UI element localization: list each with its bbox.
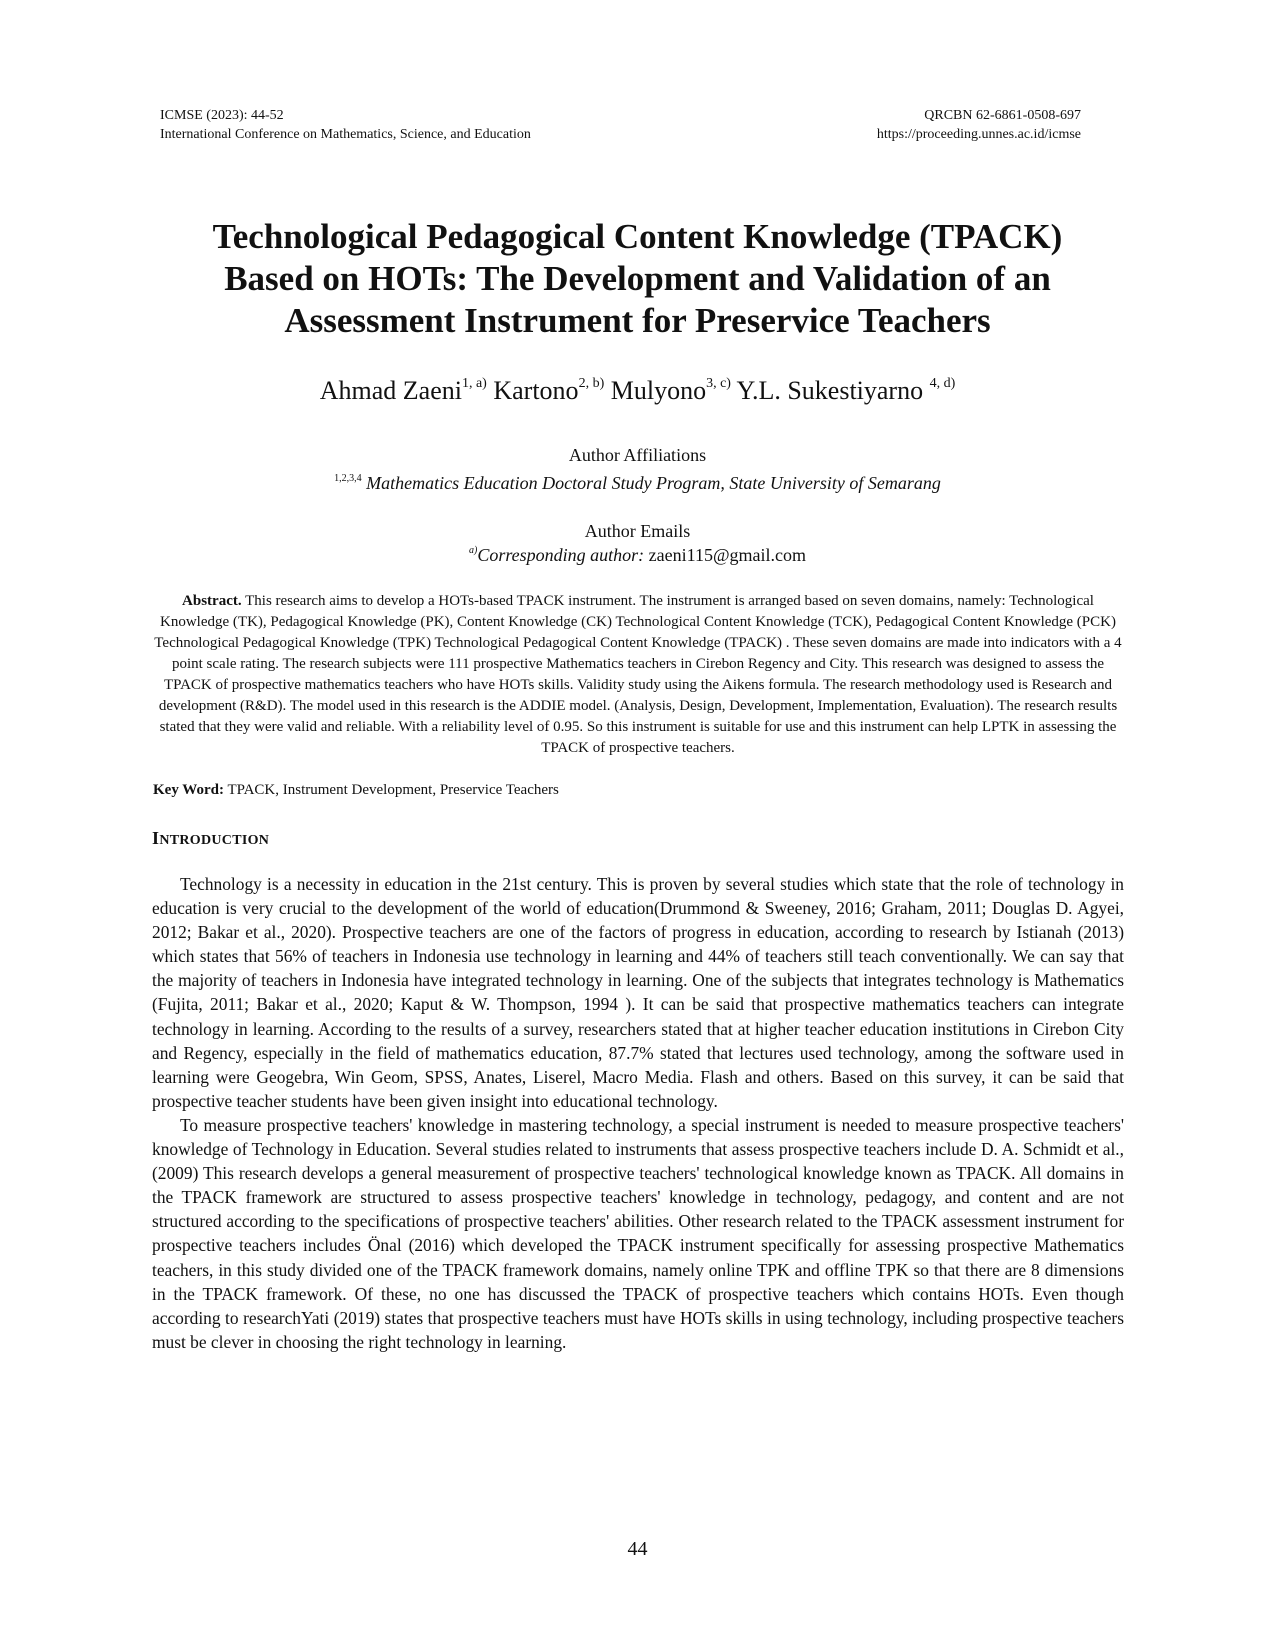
affiliation-text: Mathematics Education Doctoral Study Program, State University of Semarang bbox=[366, 473, 941, 493]
qrcbn-number: QRCBN 62-6861-0508-697 bbox=[924, 108, 1081, 123]
author-name: Kartono bbox=[493, 376, 579, 405]
author-affiliation-mark: 2, b) bbox=[578, 376, 605, 391]
paragraph: Technology is a necessity in education in the 21st century. This is proven by several studies which state that the role of technology in education is very crucial to the development of the world of education(Drummond & Sweeney, 2016; Graham, 2011; Douglas D. Agyei, 2012; Bakar et al., 2020). Prospective teachers are one of the factors of progress in education, according to research by Istianah (2013) which states that 56% of teachers in Indonesia use technology in learning and 44% of teachers still teach conventionally. We can say that the majority of teachers in Indonesia have integrated technology in learning. One of the subjects that integrates technology is Mathematics (Fujita, 2011; Bakar et al., 2020; Kaput & W. Thompson, 1994 ). It can be said that prospective mathematics teachers can integrate technology in learning. According to the results of a survey, researchers stated that at higher teacher education institutions in Cirebon City and Regency, especially in the field of mathematics education, 87.7% stated that lectures used technology, among the software used in learning were Geogebra, Win Geom, SPSS, Anates, Liserel, Macro Media. Flash and others. Based on this survey, it can be said that prospective teacher students have been given insight into educational technology. bbox=[152, 874, 1124, 1111]
email-line bbox=[0, 544, 1275, 566]
keywords-label: Key Word: bbox=[153, 782, 224, 798]
affiliation-mark: 1,2,3,4 bbox=[334, 473, 362, 484]
email-address: zaeni115@gmail.com bbox=[648, 545, 807, 565]
section-heading-initial: I bbox=[152, 828, 160, 848]
title-line: Technological Pedagogical Content Knowledge (TPACK) bbox=[212, 217, 1063, 256]
emails-heading: Author Emails bbox=[584, 521, 691, 541]
conference-citation: ICMSE (2023): 44-52 bbox=[160, 108, 284, 123]
paper-title bbox=[120, 216, 1155, 342]
conference-name: International Conference on Mathematics, Science, and Education bbox=[160, 127, 531, 142]
author-name: Ahmad Zaeni bbox=[319, 376, 462, 405]
affiliations-heading: Author Affiliations bbox=[568, 445, 707, 465]
author-affiliation-mark: 1, a) bbox=[461, 376, 487, 391]
keywords bbox=[153, 780, 559, 801]
author-name: Y.L. Sukestiyarno bbox=[736, 376, 924, 405]
paragraph: To measure prospective teachers' knowledge in mastering technology, a special instrument is needed to measure prospective teachers' knowledge of Technology in Education. Several studies related to instruments that assess prospective teachers include D. A. Schmidt et al., (2009) This research develops a general measurement of prospective teachers' technological knowledge known as TPACK. All domains in the TPACK framework are structured to assess prospective teachers' knowledge in technology, pedagogy, and content and are not structured according to the specifications of prospective teachers' abilities. Other research related to the TPACK assessment instrument for prospective teachers includes Önal (2016) which developed the TPACK instrument specifically for assessing prospective Mathematics teachers, in this study divided one of the TPACK framework domains, namely online TPK and offline TPK so that there are 8 dimensions in the TPACK framework. Of these, no one has discussed the TPACK of prospective teachers which contains HOTs. Even though according to researchYati (2019) states that prospective teachers must have HOTs skills in using technology, including prospective teachers must be clever in choosing the right technology in learning. bbox=[152, 1114, 1124, 1352]
section-heading-introduction bbox=[152, 828, 269, 849]
abstract-text: This research aims to develop a HOTs-based TPACK instrument. The instrument is arranged based on seven domains, namely: Technological Knowledge (TK), Pedagogical Knowledge (PK), Content Knowledge (CK) Technological Content Knowledge (TCK), Pedagogical Content Knowledge (PCK) Technological Pedagogical Knowledge (TPK) Technological Pedagogical Content Knowledge (TPACK) . These seven domains are made into indicators with a 4 point scale rating. The research subjects were 111 prospective Mathematics teachers in Cirebon Regency and City. This research was designed to assess the TPACK of prospective mathematics teachers who have HOTs skills. Validity study using the Aikens formula. The research methodology used is Research and development (R&D). The model used in this research is the ADDIE model. (Analysis, Design, Development, Implementation, Evaluation). The research results stated that they were valid and reliable. With a reliability level of 0.95. So this instrument is suitable for use and this instrument can help LPTK in assessing the TPACK of prospective teachers. bbox=[154, 593, 1122, 756]
title-line: Assessment Instrument for Preservice Teachers bbox=[284, 301, 991, 340]
author-name: Mulyono bbox=[610, 376, 707, 405]
author-affiliation-mark: 4, d) bbox=[929, 376, 956, 391]
page-number: 44 bbox=[627, 1538, 648, 1560]
affiliation-line bbox=[0, 472, 1275, 494]
keywords-text: TPACK, Instrument Development, Preservice Teachers bbox=[227, 782, 559, 798]
abstract-label: Abstract. bbox=[182, 593, 242, 609]
email-mark: a) bbox=[468, 545, 478, 556]
proceeding-url: https://proceeding.unnes.ac.id/icmse bbox=[876, 127, 1081, 142]
running-header-right bbox=[877, 106, 1081, 144]
title-line: Based on HOTs: The Development and Validation of an bbox=[224, 259, 1051, 298]
corresponding-author-label: Corresponding author: bbox=[477, 545, 645, 565]
section-heading-rest: NTRODUCTION bbox=[159, 833, 270, 848]
introduction-body bbox=[152, 872, 1124, 1354]
abstract bbox=[152, 591, 1124, 759]
author-list bbox=[0, 376, 1275, 406]
author-affiliation-mark: 3, c) bbox=[706, 376, 731, 391]
running-header-left bbox=[160, 106, 531, 144]
